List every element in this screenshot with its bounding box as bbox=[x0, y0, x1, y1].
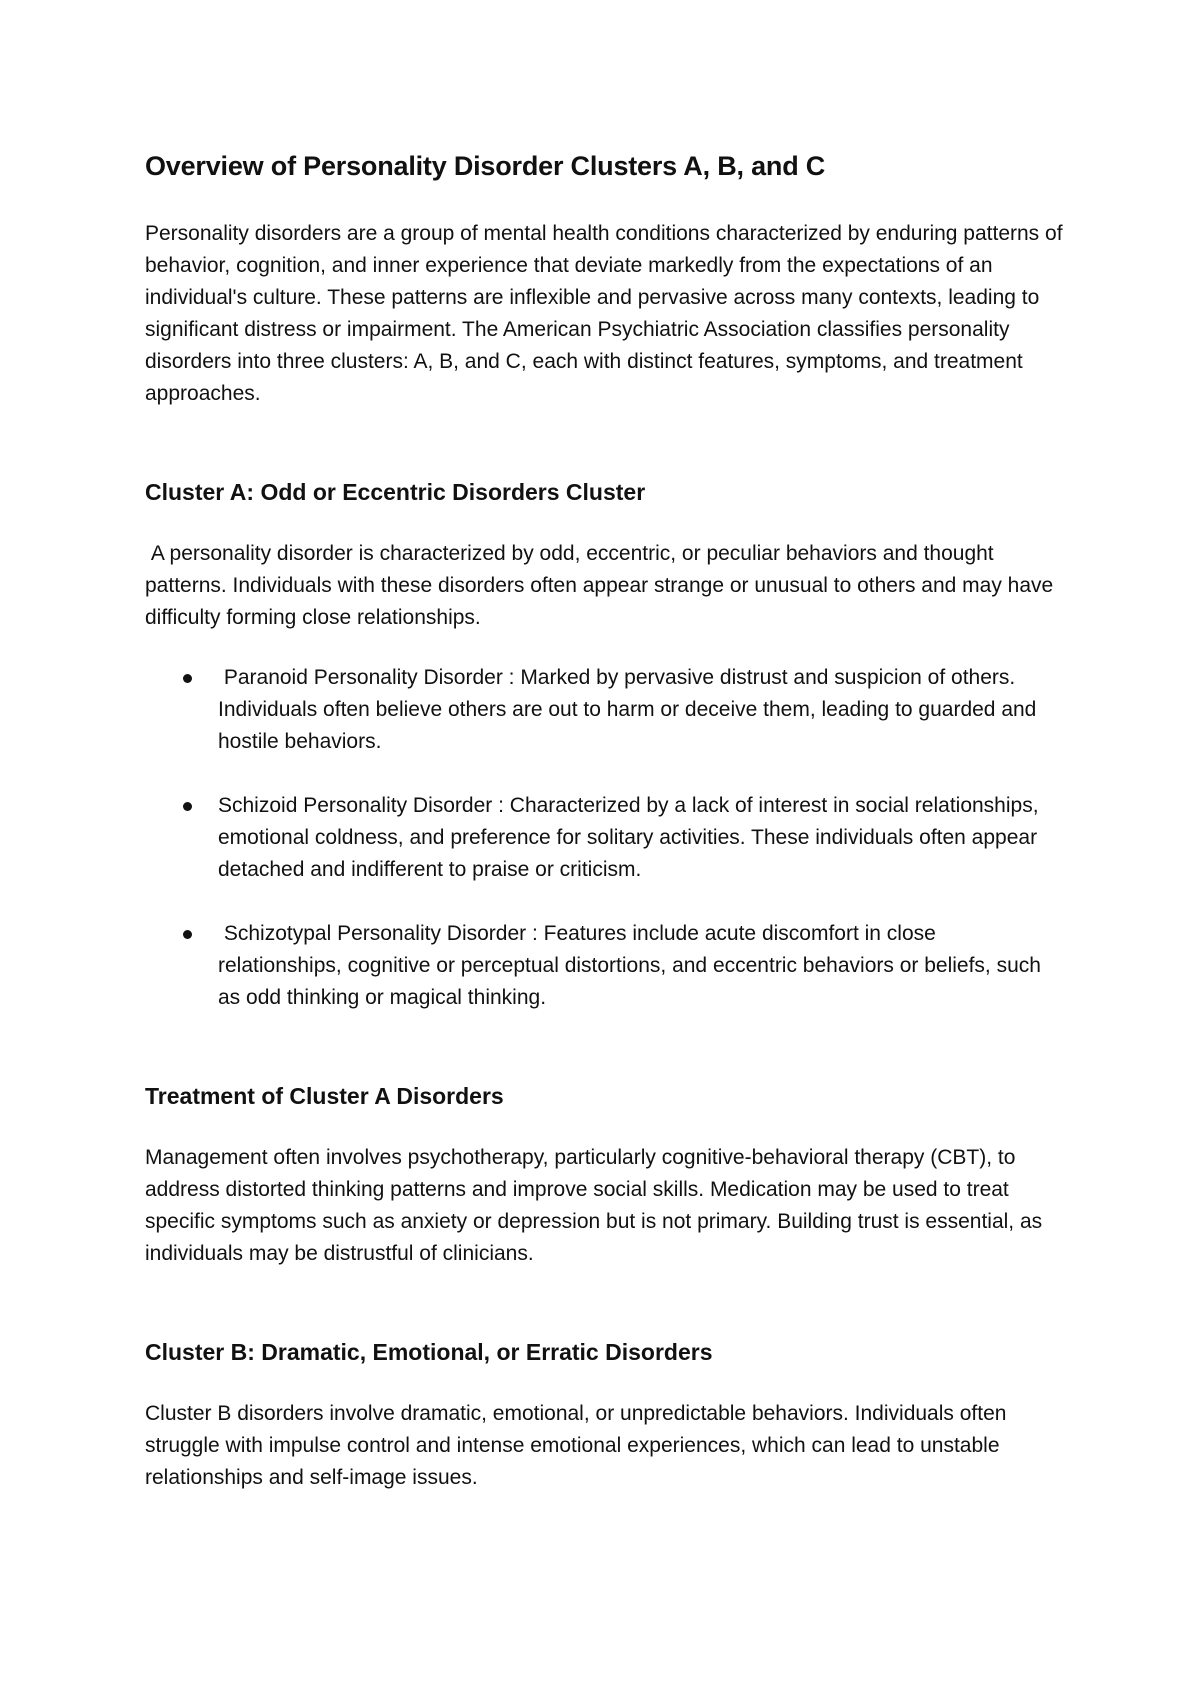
bullet-icon bbox=[183, 802, 192, 811]
cluster-a-disorder-list bbox=[145, 662, 1065, 1014]
document-body bbox=[145, 146, 1069, 1494]
cluster-b-description: Cluster B disorders involve dramatic, emotional, or unpredictable behaviors. Individuals often struggle with impulse control and intense emotional experiences, which can lead to unstable relationships and self-image issues. bbox=[145, 1402, 1007, 1489]
list-item-text: Schizotypal Personality Disorder : Features include acute discomfort in close relationships, cognitive or perceptual distortions, and eccentric behaviors or beliefs, such as odd thinking or magical thinking. bbox=[218, 922, 1047, 1009]
list-item bbox=[145, 918, 1065, 1014]
cluster-a-heading: Cluster A: Odd or Eccentric Disorders Cluster bbox=[145, 479, 646, 505]
bullet-icon bbox=[183, 930, 192, 939]
treatment-a-paragraph: Management often involves psychotherapy, particularly cognitive-behavioral therapy (CBT), to address distorted thinking patterns and improve social skills. Medication may be used to treat specific symptoms such as anxiety or depression but is not primary. Building trust is essential, as individuals may be distrustful of clinicians. bbox=[145, 1146, 1043, 1265]
cluster-b-heading: Cluster B: Dramatic, Emotional, or Erratic Disorders bbox=[145, 1339, 713, 1365]
page-title: Overview of Personality Disorder Clusters A, B, and C bbox=[145, 151, 826, 181]
bullet-icon bbox=[183, 674, 192, 683]
list-item bbox=[145, 790, 1065, 886]
list-item-text: Paranoid Personality Disorder : Marked by pervasive distrust and suspicion of others. Individuals often believe others are out to harm or deceive them, leading to guarded and hostile behaviors. bbox=[218, 666, 1043, 753]
cluster-a-description: A personality disorder is characterized by odd, eccentric, or peculiar behaviors and thought patterns. Individuals with these disorders often appear strange or unusual to others and may have difficulty forming close relationships. bbox=[145, 542, 1060, 629]
treatment-a-heading: Treatment of Cluster A Disorders bbox=[145, 1083, 504, 1109]
list-item bbox=[145, 662, 1065, 758]
list-item-text: Schizoid Personality Disorder : Characterized by a lack of interest in social relationships, emotional coldness, and preference for solitary activities. These individuals often appear detached and indifferent to praise or criticism. bbox=[218, 794, 1045, 881]
intro-paragraph: Personality disorders are a group of mental health conditions characterized by enduring patterns of behavior, cognition, and inner experience that deviate markedly from the expectations of an individual's culture. These patterns are inflexible and pervasive across many contexts, leading to significant distress or impairment. The American Psychiatric Association classifies personality disorders into three clusters: A, B, and C, each with distinct features, symptoms, and treatment approaches. bbox=[145, 222, 1069, 405]
